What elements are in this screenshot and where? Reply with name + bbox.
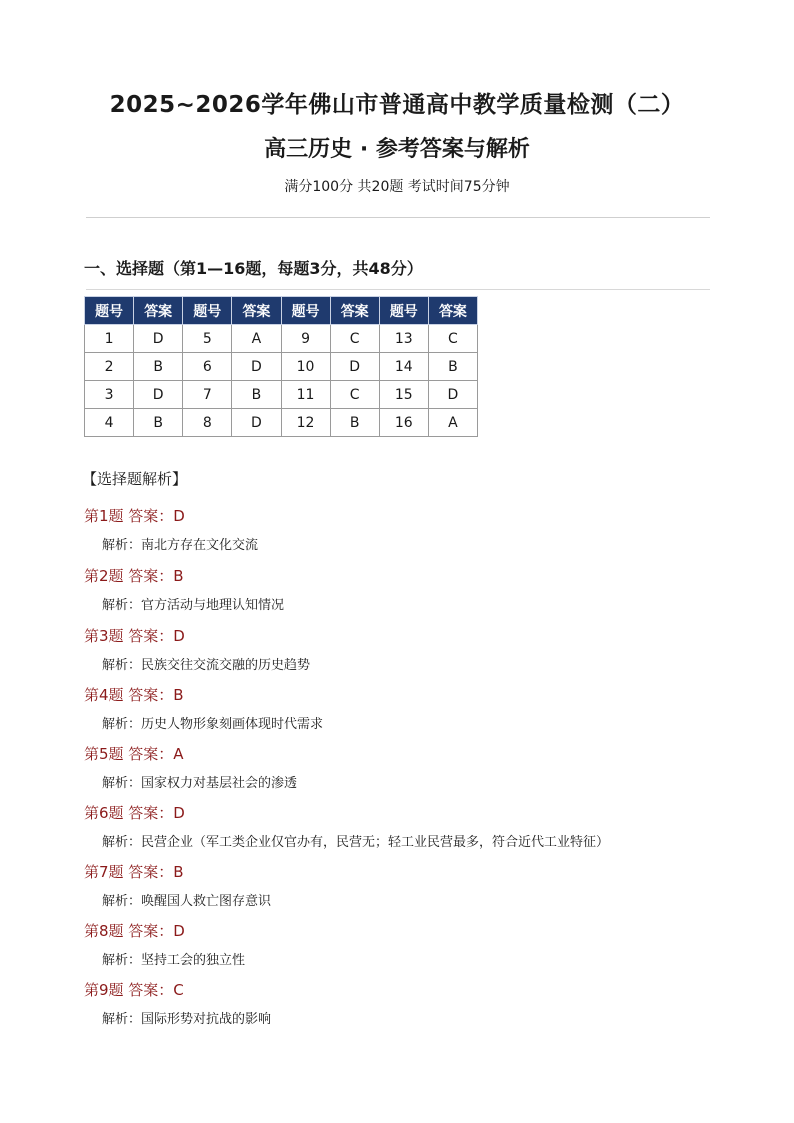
table-cell: 15 — [379, 381, 428, 409]
analysis-item — [84, 684, 323, 732]
question-explanation: 解析：民族交往交流交融的历史趋势 — [102, 658, 311, 673]
table-cell: A — [232, 325, 281, 353]
table-cell: 4 — [85, 409, 134, 437]
question-answer: 第6题 答案：D — [84, 804, 185, 822]
table-cell: 1 — [85, 325, 134, 353]
question-answer: 第2题 答案：B — [84, 567, 184, 585]
document-title: 2025~2026学年佛山市普通高中教学质量检测（二） — [109, 92, 685, 118]
col-header-question: 题号 — [183, 297, 232, 325]
table-cell: 9 — [281, 325, 330, 353]
col-header-answer: 答案 — [428, 297, 477, 325]
col-header-question: 题号 — [85, 297, 134, 325]
question-explanation: 解析：国家权力对基层社会的渗透 — [102, 776, 298, 791]
question-answer: 第9题 答案：C — [84, 981, 184, 999]
table-cell: 7 — [183, 381, 232, 409]
col-header-answer: 答案 — [232, 297, 281, 325]
question-answer: 第1题 答案：D — [84, 507, 185, 525]
document-subtitle: 高三历史 · 参考答案与解析 — [264, 137, 530, 162]
exam-meta: 满分100分 共20题 考试时间75分钟 — [284, 179, 510, 195]
table-cell: B — [330, 409, 379, 437]
question-explanation: 解析：唤醒国人救亡图存意识 — [102, 894, 272, 909]
analysis-item — [84, 743, 297, 791]
table-cell: C — [330, 325, 379, 353]
table-row — [85, 325, 478, 353]
col-header-answer: 答案 — [134, 297, 183, 325]
table-cell: 14 — [379, 353, 428, 381]
question-explanation: 解析：民营企业（军工类企业仅官办有，民营无；轻工业民营最多，符合近代工业特征） — [102, 835, 610, 850]
analysis-item — [84, 625, 310, 673]
question-answer: 第7题 答案：B — [84, 863, 184, 881]
header-divider — [86, 217, 710, 218]
analysis-heading: 【选择题解析】 — [82, 470, 188, 488]
table-cell: D — [232, 353, 281, 381]
table-cell: D — [330, 353, 379, 381]
col-header-answer: 答案 — [330, 297, 379, 325]
answer-table — [84, 296, 478, 437]
question-answer: 第3题 答案：D — [84, 627, 185, 645]
table-cell: 13 — [379, 325, 428, 353]
table-row — [85, 409, 478, 437]
table-cell: 10 — [281, 353, 330, 381]
analysis-item — [84, 920, 245, 968]
table-cell: 16 — [379, 409, 428, 437]
analysis-item — [84, 505, 258, 553]
table-cell: D — [134, 381, 183, 409]
analysis-item — [84, 861, 271, 909]
table-cell: B — [428, 353, 477, 381]
analysis-item — [84, 565, 284, 613]
question-explanation: 解析：国际形势对抗战的影响 — [102, 1012, 272, 1027]
col-header-question: 题号 — [379, 297, 428, 325]
analysis-item — [84, 802, 609, 850]
table-row — [85, 353, 478, 381]
table-cell: 8 — [183, 409, 232, 437]
col-header-question: 题号 — [281, 297, 330, 325]
question-answer: 第8题 答案：D — [84, 922, 185, 940]
section-divider — [86, 289, 710, 290]
table-cell: C — [428, 325, 477, 353]
table-cell: D — [428, 381, 477, 409]
table-cell: 3 — [85, 381, 134, 409]
table-cell: B — [134, 409, 183, 437]
analysis-item — [84, 979, 271, 1027]
table-cell: 2 — [85, 353, 134, 381]
table-cell: 6 — [183, 353, 232, 381]
question-explanation: 解析：官方活动与地理认知情况 — [102, 598, 285, 613]
table-cell: B — [134, 353, 183, 381]
table-cell: C — [330, 381, 379, 409]
table-cell: D — [232, 409, 281, 437]
section-heading-multiple-choice: 一、选择题（第1—16题，每题3分，共48分） — [84, 259, 423, 278]
question-answer: 第4题 答案：B — [84, 686, 184, 704]
question-answer: 第5题 答案：A — [84, 745, 184, 763]
table-row — [85, 381, 478, 409]
table-cell: A — [428, 409, 477, 437]
table-cell: 11 — [281, 381, 330, 409]
table-cell: 5 — [183, 325, 232, 353]
question-explanation: 解析：历史人物形象刻画体现时代需求 — [102, 717, 324, 732]
answer-table-header-row — [85, 297, 478, 325]
table-cell: B — [232, 381, 281, 409]
table-cell: D — [134, 325, 183, 353]
table-cell: 12 — [281, 409, 330, 437]
question-explanation: 解析：南北方存在文化交流 — [102, 538, 259, 553]
question-explanation: 解析：坚持工会的独立性 — [102, 953, 246, 968]
